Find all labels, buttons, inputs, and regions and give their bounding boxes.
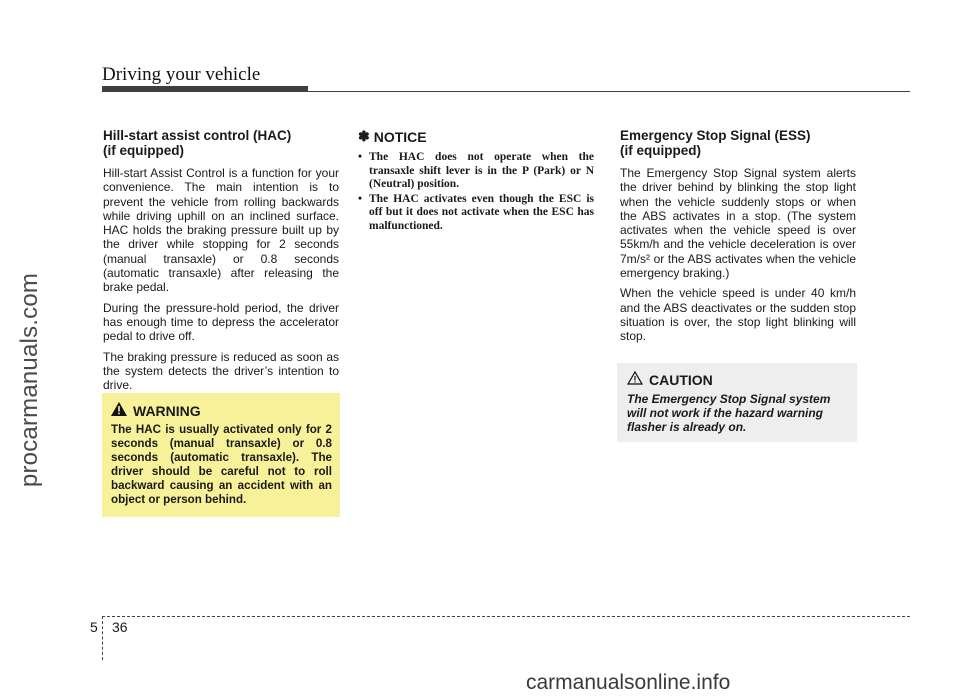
notice-section: [358, 128, 594, 235]
hac-heading-line2: (if equipped): [103, 143, 184, 158]
footer-rule: [102, 616, 910, 617]
hac-paragraph-3: The braking pressure is reduced as soon as the system detects the driver’s intention to drive.: [103, 349, 339, 393]
caution-box: [617, 363, 857, 442]
hac-heading-line1: Hill-start assist control (HAC): [103, 128, 292, 143]
caution-title-label: CAUTION: [649, 371, 713, 388]
notice-asterisk-icon: ✽: [358, 128, 370, 144]
ess-heading-line1: Emergency Stop Signal (ESS): [620, 128, 811, 143]
ess-heading-line2: (if equipped): [620, 143, 701, 158]
bottom-watermark: carmanualsonline.info: [526, 671, 731, 694]
ess-section: [620, 128, 856, 350]
caution-text: The Emergency Stop Signal system will not work if the hazard warning flasher is already on.: [627, 392, 831, 435]
hac-section: [103, 128, 339, 398]
hac-heading: [103, 128, 339, 158]
notice-heading-label: NOTICE: [373, 128, 427, 145]
notice-item: • The HAC activates even though the ESC is off but it does not activate when the ESC has malfunctioned.: [358, 193, 594, 234]
ess-paragraph-2: When the vehicle speed is under 40 km/h and the ABS deactivates or the sudden stop situation is over, the stop light blinking will stop.: [620, 286, 856, 344]
header-rule: [102, 91, 910, 92]
warning-box: [102, 393, 340, 517]
notice-item: • The HAC does not operate when the transaxle shift lever is in the P (Park) or N (Neutral) position.: [358, 151, 594, 192]
warning-title-label: WARNING: [133, 402, 201, 419]
page-header-title: Driving your vehicle: [102, 64, 261, 85]
hac-paragraph-2: During the pressure-hold period, the driver has enough time to depress the accelerator pedal to drive off.: [103, 300, 339, 344]
caution-title: [627, 371, 847, 388]
notice-list: [358, 151, 594, 234]
page-number: 36: [112, 619, 128, 635]
chapter-number: 5: [90, 619, 98, 635]
caution-triangle-icon: [627, 371, 643, 388]
hac-paragraph-1: Hill-start Assist Control is a function for your convenience. The main intention is to prevent the vehicle from rolling backwards while driving uphill on an inclined surface. HAC holds the braking pressure built up by the driver while stopping for 2 seconds (manual transaxle) or 0.8 seconds (automatic transaxle) after releasing the brake pedal.: [103, 166, 339, 295]
footer-divider: [102, 616, 103, 660]
ess-heading: [620, 128, 856, 158]
notice-heading: [358, 128, 594, 145]
side-watermark: procarmanuals.com: [16, 272, 43, 488]
ess-paragraph-1: The Emergency Stop Signal system alerts the driver behind by blinking the stop light when the vehicle suddenly stops or when the ABS activates in a stop. (The system activates when the vehicle speed is over 55km/h and the vehicle deceleration is over 7m/s² or the ABS activates when the vehicle emergency braking.): [620, 166, 856, 281]
warning-title: [111, 402, 332, 419]
warning-text: The HAC is usually activated only for 2 seconds (manual transaxle) or 0.8 seconds (automatic transaxle). The driver should be careful not to roll backward causing an accident with an object or person behind.: [111, 423, 332, 506]
warning-triangle-icon: [111, 402, 127, 419]
